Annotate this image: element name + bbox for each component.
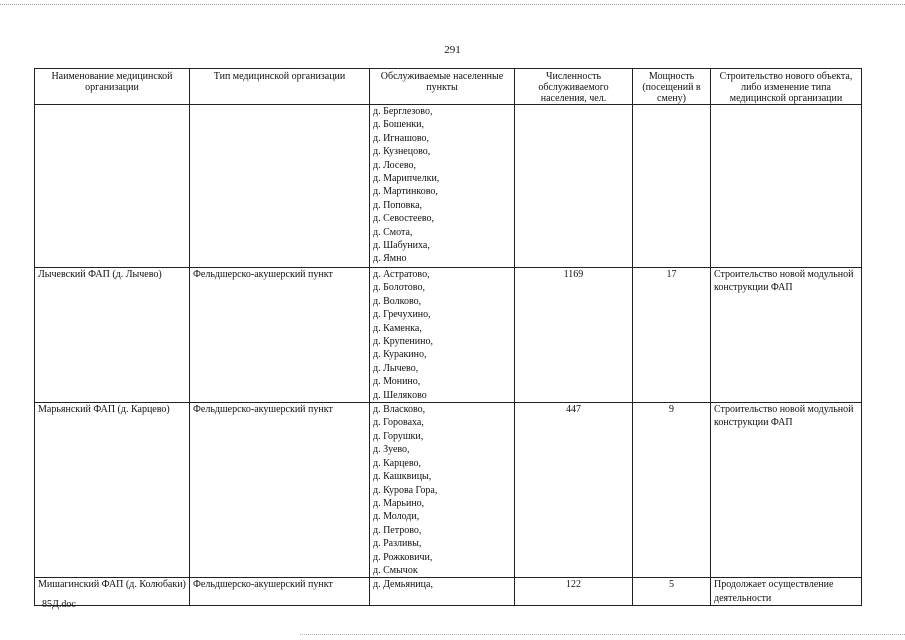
scan-artifact-top bbox=[0, 4, 905, 5]
cell-villages bbox=[370, 105, 515, 268]
column-header-name: Наименование медицинской организации bbox=[35, 69, 190, 105]
list-item: д. Курова Гора, bbox=[373, 484, 438, 496]
cell-type: Фельдшерско-акушерский пункт bbox=[190, 578, 370, 606]
village-list bbox=[373, 105, 511, 266]
medical-organizations-table bbox=[34, 68, 862, 606]
list-item: д. Игнашово, bbox=[373, 132, 430, 144]
list-item: д. Монино, bbox=[373, 376, 421, 388]
cell-capacity: 5 bbox=[633, 578, 711, 606]
list-item: д. Марипчелки, bbox=[373, 173, 440, 185]
list-item: д. Ямно bbox=[373, 253, 407, 265]
column-header-type: Тип медицинской организации bbox=[190, 69, 370, 105]
list-item: д. Гречухино, bbox=[373, 309, 431, 321]
list-item: д. Зуево, bbox=[373, 444, 410, 456]
cell-villages bbox=[370, 268, 515, 403]
list-item: д. Поповка, bbox=[373, 199, 423, 211]
cell-capacity bbox=[633, 105, 711, 268]
cell-name bbox=[35, 105, 190, 268]
table-header-row bbox=[35, 69, 862, 105]
list-item: д. Разливы, bbox=[373, 538, 422, 550]
list-item: д. Болотово, bbox=[373, 282, 425, 294]
list-item: д. Шабуниха, bbox=[373, 240, 430, 252]
cell-type: Фельдшерско-акушерский пункт bbox=[190, 403, 370, 578]
list-item: д. Севостеево, bbox=[373, 213, 435, 225]
column-header-capacity: Мощность (посещений в смену) bbox=[633, 69, 711, 105]
cell-population: 447 bbox=[515, 403, 633, 578]
cell-action: Строительство новой модульной конструкции ФАП bbox=[711, 268, 862, 403]
column-header-population: Численность обслуживаемого населения, чел. bbox=[515, 69, 633, 105]
cell-action: Продолжает осуществление деятельности bbox=[711, 578, 862, 606]
cell-population: 1169 bbox=[515, 268, 633, 403]
list-item: д. Марьино, bbox=[373, 497, 425, 509]
table-row bbox=[35, 105, 862, 268]
list-item: д. Каменка, bbox=[373, 322, 422, 334]
village-list bbox=[373, 268, 511, 402]
list-item: д. Кузнецово, bbox=[373, 146, 431, 158]
cell-action bbox=[711, 105, 862, 268]
list-item: д. Молоди, bbox=[373, 511, 420, 523]
cell-population bbox=[515, 105, 633, 268]
list-item: д. Бошенки, bbox=[373, 119, 425, 131]
list-item: д. Крупенино, bbox=[373, 336, 433, 348]
village-list bbox=[373, 403, 511, 577]
cell-name: Лычевский ФАП (д. Лычево) bbox=[35, 268, 190, 403]
cell-capacity: 17 bbox=[633, 268, 711, 403]
list-item: д. Смота, bbox=[373, 226, 413, 238]
list-item: д. Волково, bbox=[373, 295, 422, 307]
column-header-villages: Обслуживаемые населенные пункты bbox=[370, 69, 515, 105]
cell-population: 122 bbox=[515, 578, 633, 606]
list-item: д. Лосево, bbox=[373, 159, 417, 171]
list-item: д. Кашквицы, bbox=[373, 471, 432, 483]
column-header-action: Строительство нового объекта, либо изменение типа медицинской организации bbox=[711, 69, 862, 105]
cell-name: Марьянский ФАП (д. Карцево) bbox=[35, 403, 190, 578]
table-row bbox=[35, 403, 862, 578]
list-item: д. Шелякoво bbox=[373, 389, 427, 401]
page-number: 291 bbox=[444, 44, 461, 56]
list-item: д. Демьяница, bbox=[373, 579, 433, 591]
cell-type bbox=[190, 105, 370, 268]
file-name: 85Д.doc bbox=[42, 599, 76, 610]
table-row bbox=[35, 578, 862, 606]
cell-name: Мишагинский ФАП (д. Колюбаки) bbox=[35, 578, 190, 606]
scan-artifact-bottom bbox=[300, 634, 905, 635]
list-item: д. Куракино, bbox=[373, 349, 427, 361]
village-list bbox=[373, 578, 511, 591]
list-item: д. Смычок bbox=[373, 564, 418, 576]
list-item: д. Астратово, bbox=[373, 269, 430, 280]
list-item: д. Петрово, bbox=[373, 524, 422, 536]
list-item: д. Карцево, bbox=[373, 457, 422, 469]
list-item: д. Власково, bbox=[373, 404, 426, 416]
cell-capacity: 9 bbox=[633, 403, 711, 578]
table-row bbox=[35, 268, 862, 403]
list-item: д. Гороваха, bbox=[373, 417, 424, 429]
list-item: д. Горушки, bbox=[373, 430, 424, 442]
cell-action: Строительство новой модульной конструкции ФАП bbox=[711, 403, 862, 578]
cell-type: Фельдшерско-акушерский пункт bbox=[190, 268, 370, 403]
list-item: д. Лычево, bbox=[373, 362, 419, 374]
list-item: д. Рожковичи, bbox=[373, 551, 433, 563]
cell-villages bbox=[370, 403, 515, 578]
list-item: д. Мартинково, bbox=[373, 186, 438, 198]
cell-villages bbox=[370, 578, 515, 606]
list-item: д. Берглезово, bbox=[373, 106, 433, 117]
